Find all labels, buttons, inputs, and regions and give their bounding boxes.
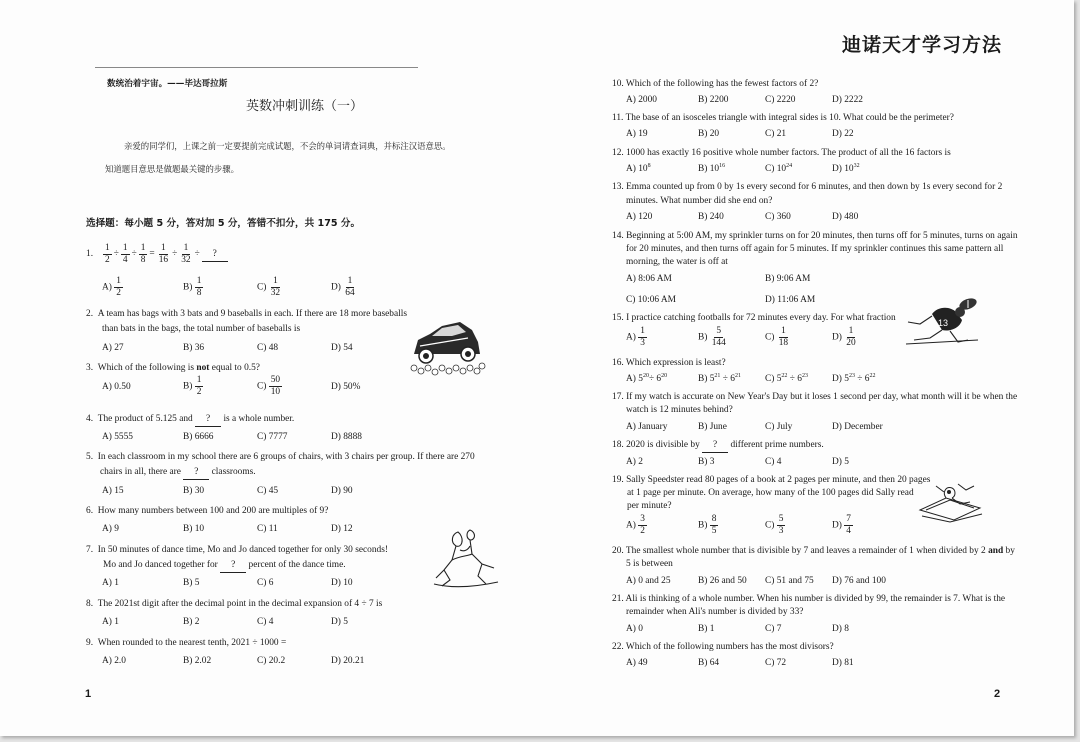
q18-option-d[interactable]: D) 5 xyxy=(832,457,849,467)
question-13: 13. Emma counted up from 0 by 1s every second for 6 minutes, and then down by 1s every second for 2 xyxy=(612,182,1003,192)
question-20: 20. The smallest whole number that is divisible by 7 and leaves a remainder of 1 when divided by 2 and by xyxy=(612,546,1015,556)
q14-option-a[interactable]: A) 8:06 AM xyxy=(626,274,672,284)
q18-option-a[interactable]: A) 2 xyxy=(626,457,643,467)
q4-option-d[interactable]: D) 8888 xyxy=(331,432,362,442)
q1-option-d[interactable]: D) $\frac{1}{64}$ xyxy=(331,276,355,298)
q5-option-c[interactable]: C) 45 xyxy=(257,486,279,496)
question-2-line2: than bats in the bags, the total number of baseballs is xyxy=(102,324,301,334)
q18-option-b[interactable]: B) 3 xyxy=(698,457,715,467)
q18-option-c[interactable]: C) 4 xyxy=(765,457,782,467)
q2-option-a[interactable]: A) 27 xyxy=(102,343,124,353)
question-18: 18. 2020 is divisible by ? different prime numbers. xyxy=(612,439,824,453)
question-14-line2: for 20 minutes, and then turns off again for 5 minutes. If my sprinkler continues this same pattern all xyxy=(626,244,1004,254)
answer-blank: ? xyxy=(220,559,246,573)
q17-option-d[interactable]: D) December xyxy=(832,422,883,432)
q21-option-d[interactable]: D) 8 xyxy=(832,624,849,634)
question-10: 10. Which of the following has the fewest factors of 2? xyxy=(612,79,819,89)
q14-option-b[interactable]: B) 9:06 AM xyxy=(765,274,811,284)
q13-option-b[interactable]: B) 240 xyxy=(698,212,724,222)
svg-text:13: 13 xyxy=(938,318,949,328)
q1-option-b[interactable]: B) $\frac{1}{8}$ xyxy=(183,276,202,298)
q21-option-b[interactable]: B) 1 xyxy=(698,624,715,634)
q2-option-b[interactable]: B) 36 xyxy=(183,343,205,353)
question-3: 3. Which of the following is not equal to 0.5? xyxy=(86,363,260,373)
q22-option-b[interactable]: B) 64 xyxy=(698,658,720,668)
answer-blank: ? xyxy=(702,439,728,453)
q20-option-d[interactable]: D) 76 and 100 xyxy=(832,576,886,586)
q19-option-c[interactable]: C) $\frac{5}{3}$ xyxy=(765,514,784,536)
q9-option-d[interactable]: D) 20.21 xyxy=(331,656,365,666)
dancers-illustration xyxy=(430,526,502,590)
q13-option-a[interactable]: A) 120 xyxy=(626,212,653,222)
question-1: 1. $\frac{1}{2}$ ÷ $\frac{1}{4}$ ÷ $\frac{1}{8}$ = $\frac{1}{16}$ ÷ $\frac{1}{32}$ ÷ ? xyxy=(86,243,228,266)
q1-frac-5: $\frac{1}{32}$ xyxy=(181,243,191,265)
q2-option-d[interactable]: D) 54 xyxy=(331,343,353,353)
q13-option-c[interactable]: C) 360 xyxy=(765,212,791,222)
q1-frac-4: $\frac{1}{16}$ xyxy=(158,243,169,265)
q19-option-d[interactable]: D) $\frac{7}{4}$ xyxy=(832,514,851,536)
football-player-illustration xyxy=(902,296,982,348)
question-19-line3: per minute? xyxy=(627,501,672,511)
q15-option-b[interactable]: B) $\frac{5}{144}$ xyxy=(698,326,726,348)
q14-option-c[interactable]: C) 10:06 AM xyxy=(626,295,677,305)
q19-option-a[interactable]: A) $\frac{3}{2}$ xyxy=(626,514,645,536)
q17-option-c[interactable]: C) July xyxy=(765,422,793,432)
q10-option-d[interactable]: D) 2222 xyxy=(832,95,863,105)
question-16: 16. Which expression is least? xyxy=(612,358,726,368)
q5-option-a[interactable]: A) 15 xyxy=(102,486,124,496)
answer-blank: ? xyxy=(195,413,221,427)
q6-option-b[interactable]: B) 10 xyxy=(183,524,205,534)
q8-option-c[interactable]: C) 4 xyxy=(257,617,274,627)
q9-option-a[interactable]: A) 2.0 xyxy=(102,656,126,666)
q11-option-c[interactable]: C) 21 xyxy=(765,129,787,139)
question-14: 14. Beginning at 5:00 AM, my sprinkler turns on for 20 minutes, then turns off for 5 minutes, turns on again xyxy=(612,231,1018,241)
q6-option-c[interactable]: C) 11 xyxy=(257,524,278,534)
q10-option-a[interactable]: A) 2000 xyxy=(626,95,657,105)
q4-option-b[interactable]: B) 6666 xyxy=(183,432,214,442)
question-7: 7. In 50 minutes of dance time, Mo and Jo danced together for only 30 seconds! xyxy=(86,545,389,555)
question-5-line2: chairs in all, there are ? classrooms. xyxy=(100,466,256,480)
brand-title: 迪诺天才学习方法 xyxy=(842,34,1003,56)
q17-option-a[interactable]: A) January xyxy=(626,422,668,432)
question-19: 19. Sally Speedster read 80 pages of a book at 2 pages per minute, and then 20 pages xyxy=(612,475,931,485)
q3-option-b[interactable]: B) $\frac{1}{2}$ xyxy=(183,375,202,397)
q12-option-c[interactable]: C) $10^{24}$ xyxy=(765,162,793,174)
q7-option-d[interactable]: D) 10 xyxy=(331,578,353,588)
q21-option-c[interactable]: C) 7 xyxy=(765,624,782,634)
q22-option-a[interactable]: A) 49 xyxy=(626,658,648,668)
answer-blank: ? xyxy=(202,248,228,262)
intro-line-1: 亲爱的同学们，上课之前一定要提前完成试题，不会的单词请查词典，并标注汉语意思。 xyxy=(124,141,451,151)
question-21-line2: remainder when Ali's number is divided by 33? xyxy=(626,607,804,617)
question-19-line2: at 1 page per minute. On average, how many of the 100 pages did Sally read xyxy=(627,488,914,498)
q16-option-d[interactable]: D) $5^{23} \div 6^{22}$ xyxy=(832,372,876,384)
question-13-line2: minutes. What number did she end on? xyxy=(626,196,773,206)
q1-option-c[interactable]: C) $\frac{1}{32}$ xyxy=(257,276,281,298)
q13-option-d[interactable]: D) 480 xyxy=(832,212,859,222)
question-14-line3: morning, the water is off at xyxy=(626,257,728,267)
q10-option-c[interactable]: C) 2220 xyxy=(765,95,796,105)
q6-option-d[interactable]: D) 12 xyxy=(331,524,353,534)
question-17-line2: watch is 12 minutes behind? xyxy=(626,405,733,415)
question-20-line2: 5 is between xyxy=(626,559,673,569)
q4-option-a[interactable]: A) 5555 xyxy=(102,432,133,442)
q15-option-d[interactable]: D) $\frac{1}{20}$ xyxy=(832,326,856,348)
q11-option-d[interactable]: D) 22 xyxy=(832,129,854,139)
quote: 数统治着宇宙。——毕达哥拉斯 xyxy=(107,79,228,89)
question-7-line2: Mo and Jo danced together for ? percent of the dance time. xyxy=(103,559,346,573)
q12-option-d[interactable]: D) $10^{32}$ xyxy=(832,162,860,174)
q1-frac-2: $\frac{1}{4}$ xyxy=(122,243,128,265)
question-21: 21. Ali is thinking of a whole number. When his number is divided by 99, the remainder is 7. What is the xyxy=(612,594,1006,604)
q14-option-d[interactable]: D) 11:06 AM xyxy=(765,295,816,305)
page-number-left: 1 xyxy=(85,688,92,700)
q16-option-a[interactable]: A) $5^{20}\div 6^{20}$ xyxy=(626,372,668,384)
q16-option-b[interactable]: B) $5^{21} \div 6^{21}$ xyxy=(698,372,741,384)
q7-option-a[interactable]: A) 1 xyxy=(102,578,119,588)
q9-option-c[interactable]: C) 20.2 xyxy=(257,656,286,666)
q3-option-a[interactable]: A) 0.50 xyxy=(102,382,131,392)
q4-option-c[interactable]: C) 7777 xyxy=(257,432,288,442)
question-2: 2. A team has bags with 3 bats and 9 baseballs in each. If there are 18 more baseballs xyxy=(86,309,407,319)
q20-option-a[interactable]: A) 0 and 25 xyxy=(626,576,671,586)
q19-option-b[interactable]: B) $\frac{8}{5}$ xyxy=(698,514,717,536)
q1-option-a[interactable]: A) $\frac{1}{2}$ xyxy=(102,276,121,298)
q10-option-b[interactable]: B) 2200 xyxy=(698,95,729,105)
question-9: 9. When rounded to the nearest tenth, 2021 ÷ 1000 = xyxy=(86,638,287,648)
question-6: 6. How many numbers between 100 and 200 are multiples of 9? xyxy=(86,506,329,516)
question-8: 8. The 2021st digit after the decimal point in the decimal expansion of 4 ÷ 7 is xyxy=(86,599,383,609)
question-4: 4. The product of 5.125 and ? is a whole number. xyxy=(86,413,294,427)
q20-option-c[interactable]: C) 51 and 75 xyxy=(765,576,814,586)
intro-line-2: 知道题目意思是做题最关键的步骤。 xyxy=(105,164,239,174)
q8-option-b[interactable]: B) 2 xyxy=(183,617,200,627)
q17-option-b[interactable]: B) June xyxy=(698,422,727,432)
question-11: 11. The base of an isosceles triangle with integral sides is 10. What could be the perimeter? xyxy=(612,113,954,123)
q22-option-d[interactable]: D) 81 xyxy=(832,658,854,668)
q16-option-c[interactable]: C) $5^{22} \div 6^{23}$ xyxy=(765,372,808,384)
q3-option-d[interactable]: D) 50% xyxy=(331,382,361,392)
question-12: 12. 1000 has exactly 16 positive whole number factors. The product of all the 16 factors is xyxy=(612,148,951,158)
worksheet-title: 英数冲刺训练（一） xyxy=(246,99,364,114)
reader-illustration xyxy=(916,480,986,524)
q8-option-d[interactable]: D) 5 xyxy=(331,617,348,627)
q9-option-b[interactable]: B) 2.02 xyxy=(183,656,212,666)
q12-option-b[interactable]: B) $10^{16}$ xyxy=(698,162,726,174)
q11-option-a[interactable]: A) 19 xyxy=(626,129,648,139)
page-number-right: 2 xyxy=(994,688,1001,700)
question-15: 15. I practice catching footballs for 72 minutes every day. For what fraction xyxy=(612,313,896,323)
q11-option-b[interactable]: B) 20 xyxy=(698,129,720,139)
question-22: 22. Which of the following numbers has the most divisors? xyxy=(612,642,834,652)
q7-option-b[interactable]: B) 5 xyxy=(183,578,200,588)
header-rule xyxy=(95,67,418,68)
q15-option-c[interactable]: C) $\frac{1}{18}$ xyxy=(765,326,789,348)
section-header: 选择题：每小题 5 分，答对加 5 分，答错不扣分，共 175 分。 xyxy=(86,218,361,229)
q7-option-c[interactable]: C) 6 xyxy=(257,578,274,588)
q12-option-a[interactable]: A) $10^8$ xyxy=(626,162,651,174)
q21-option-a[interactable]: A) 0 xyxy=(626,624,643,634)
q5-option-b[interactable]: B) 30 xyxy=(183,486,205,496)
q6-option-a[interactable]: A) 9 xyxy=(102,524,119,534)
q1-frac-3: $\frac{1}{8}$ xyxy=(140,243,146,265)
q22-option-c[interactable]: C) 72 xyxy=(765,658,787,668)
q2-option-c[interactable]: C) 48 xyxy=(257,343,279,353)
q20-option-b[interactable]: B) 26 and 50 xyxy=(698,576,747,586)
q15-option-a[interactable]: A) $\frac{1}{3}$ xyxy=(626,326,645,348)
answer-blank: ? xyxy=(183,466,209,480)
question-17: 17. If my watch is accurate on New Year's Day but it loses 1 second per day, what month will it be when the xyxy=(612,392,1018,402)
q8-option-a[interactable]: A) 1 xyxy=(102,617,119,627)
car-illustration xyxy=(408,316,486,378)
question-5: 5. In each classroom in my school there are 6 groups of chairs, with 3 chairs per group. If there are 270 xyxy=(86,452,475,462)
q1-frac-1: $\frac{1}{2}$ xyxy=(105,243,110,265)
q3-option-c[interactable]: C) $\frac{50}{10}$ xyxy=(257,375,281,397)
q5-option-d[interactable]: D) 90 xyxy=(331,486,353,496)
